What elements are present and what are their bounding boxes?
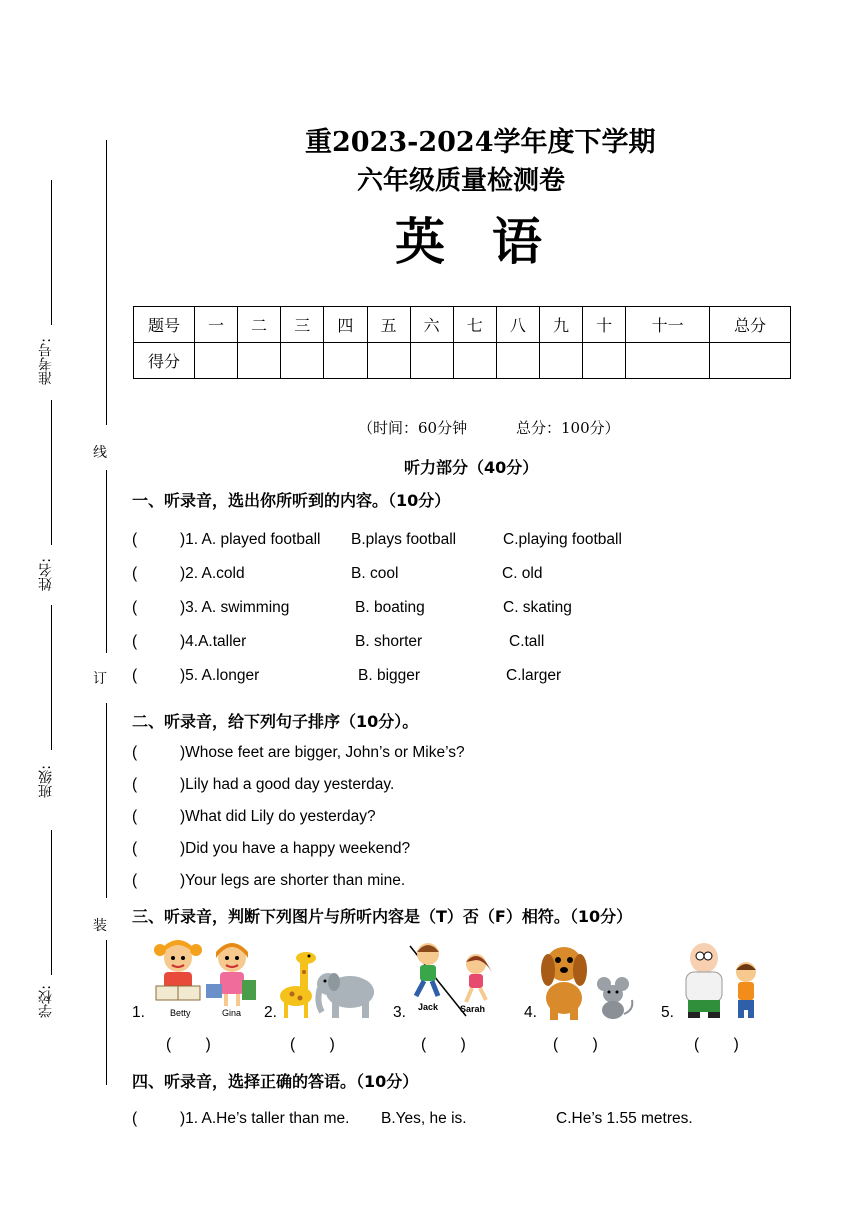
school-label: 学校:	[38, 985, 54, 1018]
s2-item: )What did Lily do yesterday?	[180, 808, 376, 825]
score-input-cell[interactable]	[453, 343, 496, 379]
score-cell: 六	[410, 307, 453, 343]
s3-num: 3.	[393, 1004, 406, 1021]
s1-q4-c: C.tall	[509, 633, 545, 650]
answer-paren-pair[interactable]: ( )	[166, 1036, 211, 1053]
exam-total: 总分：100分）	[516, 419, 620, 437]
score-cell: 八	[496, 307, 539, 343]
section3-points: （10分）	[569, 907, 633, 926]
score-input-cell[interactable]	[281, 343, 324, 379]
binding-char-ding: 订	[93, 671, 107, 687]
answer-paren[interactable]: (	[132, 599, 138, 616]
listening-title: 听力部分（40分）	[404, 458, 539, 477]
subject-title: 英 语	[395, 212, 546, 271]
name-line	[51, 400, 52, 545]
answer-paren[interactable]: (	[132, 565, 138, 582]
score-cell: 十一	[626, 307, 710, 343]
score-cell: 题号	[134, 307, 195, 343]
school-line	[51, 830, 52, 975]
exam-number-line	[51, 180, 52, 325]
section4-title	[132, 1069, 418, 1092]
giraffe-figure	[280, 952, 316, 1018]
s2-item: )Your legs are shorter than mine.	[180, 872, 406, 889]
score-row-label: 得分	[134, 343, 195, 379]
score-input-cell[interactable]	[626, 343, 710, 379]
score-cell: 七	[453, 307, 496, 343]
answer-paren[interactable]: (	[132, 667, 138, 684]
answer-paren-pair[interactable]: ( )	[694, 1036, 739, 1053]
s1-q3-c: C. skating	[503, 599, 572, 616]
gina-label: Gina	[222, 1008, 242, 1018]
boy-jack-figure	[416, 943, 439, 996]
answer-paren[interactable]: (	[132, 744, 138, 761]
answer-paren[interactable]: (	[132, 872, 138, 889]
section1-title	[132, 488, 450, 511]
elephant-figure	[317, 973, 374, 1018]
s1-q4-b: B. shorter	[355, 633, 423, 650]
score-input-cell[interactable]	[238, 343, 281, 379]
s1-q2-a: )2. A.cold	[180, 565, 245, 582]
s1-q5-b: B. bigger	[358, 667, 421, 684]
s2-item: )Whose feet are bigger, John’s or Mike’s?	[180, 744, 465, 761]
score-cell: 二	[238, 307, 281, 343]
score-table	[133, 306, 791, 379]
binding-line	[106, 470, 107, 653]
answer-paren-pair[interactable]: ( )	[553, 1036, 598, 1053]
exam-title-line2: 六年级质量检测卷	[357, 166, 566, 196]
binding-char-xian: 线	[93, 445, 107, 461]
dog-mouse-picture	[538, 940, 638, 1022]
girl-betty-figure	[154, 940, 202, 1000]
score-table-score-row	[134, 343, 791, 379]
s2-item: )Lily had a good day yesterday.	[180, 776, 395, 793]
s1-q1-a: )1. A. played football	[180, 531, 321, 548]
score-input-cell[interactable]	[496, 343, 539, 379]
s1-q2-c: C. old	[502, 565, 543, 582]
section2-title: 二、听录音，给下列句子排序（10分）。	[132, 712, 419, 731]
jack-sarah-running-picture	[406, 938, 502, 1018]
answer-paren[interactable]: (	[132, 531, 138, 548]
score-input-cell[interactable]	[195, 343, 238, 379]
boy-figure	[736, 962, 756, 1018]
s3-num: 5.	[661, 1004, 674, 1021]
score-cell: 一	[195, 307, 238, 343]
man-figure	[686, 943, 722, 1018]
giraffe-elephant-picture	[276, 950, 380, 1020]
answer-paren[interactable]: (	[132, 633, 138, 650]
s4-q1-c: C.He’s 1.55 metres.	[556, 1110, 693, 1127]
girls-reading-picture	[150, 936, 262, 1022]
score-input-cell[interactable]	[710, 343, 791, 379]
girl-sarah-figure	[466, 954, 492, 1002]
score-cell: 九	[540, 307, 583, 343]
score-cell: 四	[324, 307, 367, 343]
binding-line	[106, 940, 107, 1085]
s3-num: 1.	[132, 1004, 145, 1021]
score-input-cell[interactable]	[540, 343, 583, 379]
answer-paren-pair[interactable]: ( )	[290, 1036, 335, 1053]
dog-figure	[541, 947, 587, 1020]
name-label: 姓名:	[38, 558, 54, 591]
section1-title-text: 一、听录音，选出你所听到的内容。	[132, 491, 389, 510]
s1-q5-c: C.larger	[506, 667, 562, 684]
s3-num: 2.	[264, 1004, 277, 1021]
section1-points: （10分）	[388, 491, 451, 510]
score-table-header-row	[134, 307, 791, 343]
man-boy-picture	[678, 940, 770, 1022]
section4-title-text: 四、听录音，选择正确的答语。	[132, 1072, 357, 1091]
section3-title	[132, 904, 632, 927]
s1-q5-a: )5. A.longer	[180, 667, 260, 684]
exam-number-label: 准考号:	[38, 338, 54, 385]
class-label: 班级:	[38, 765, 54, 798]
section4-points: （10分）	[356, 1072, 419, 1091]
answer-paren[interactable]: (	[132, 776, 138, 793]
sarah-label: Sarah	[460, 1004, 486, 1014]
s1-q3-a: )3. A. swimming	[180, 599, 290, 616]
answer-paren-pair[interactable]: ( )	[421, 1036, 466, 1053]
betty-label: Betty	[170, 1008, 191, 1018]
binding-line	[106, 703, 107, 898]
answer-paren[interactable]: (	[132, 808, 138, 825]
s3-num: 4.	[524, 1004, 537, 1021]
score-cell: 三	[281, 307, 324, 343]
mouse-figure	[597, 977, 632, 1019]
jack-label: Jack	[418, 1002, 439, 1012]
s1-q1-c: C.playing football	[503, 531, 622, 548]
s1-q4-a: )4.A.taller	[180, 633, 247, 650]
s1-q2-b: B. cool	[351, 565, 399, 582]
exam-time: （时间：60分钟	[358, 419, 468, 437]
answer-paren[interactable]: (	[132, 840, 138, 857]
girl-gina-figure	[206, 943, 256, 1006]
s4-q1-a: )1. A.He’s taller than me.	[180, 1110, 350, 1127]
exam-title-line1: 重2023-2024学年度下学期	[305, 127, 656, 158]
score-cell: 十	[583, 307, 626, 343]
class-line	[51, 605, 52, 750]
score-cell: 总分	[710, 307, 791, 343]
score-input-cell[interactable]	[410, 343, 453, 379]
score-input-cell[interactable]	[583, 343, 626, 379]
s1-q3-b: B. boating	[355, 599, 425, 616]
s4-q1-b: B.Yes, he is.	[381, 1110, 467, 1127]
section3-title-text: 三、听录音，判断下列图片与所听内容是（T）否（F）相符。	[132, 907, 570, 926]
score-input-cell[interactable]	[367, 343, 410, 379]
answer-paren[interactable]: (	[132, 1110, 138, 1127]
s1-q1-b: B.plays football	[351, 531, 457, 548]
score-cell: 五	[367, 307, 410, 343]
binding-line	[106, 140, 107, 425]
s2-item: )Did you have a happy weekend?	[180, 840, 411, 857]
score-input-cell[interactable]	[324, 343, 367, 379]
binding-char-zhuang: 装	[93, 918, 107, 934]
